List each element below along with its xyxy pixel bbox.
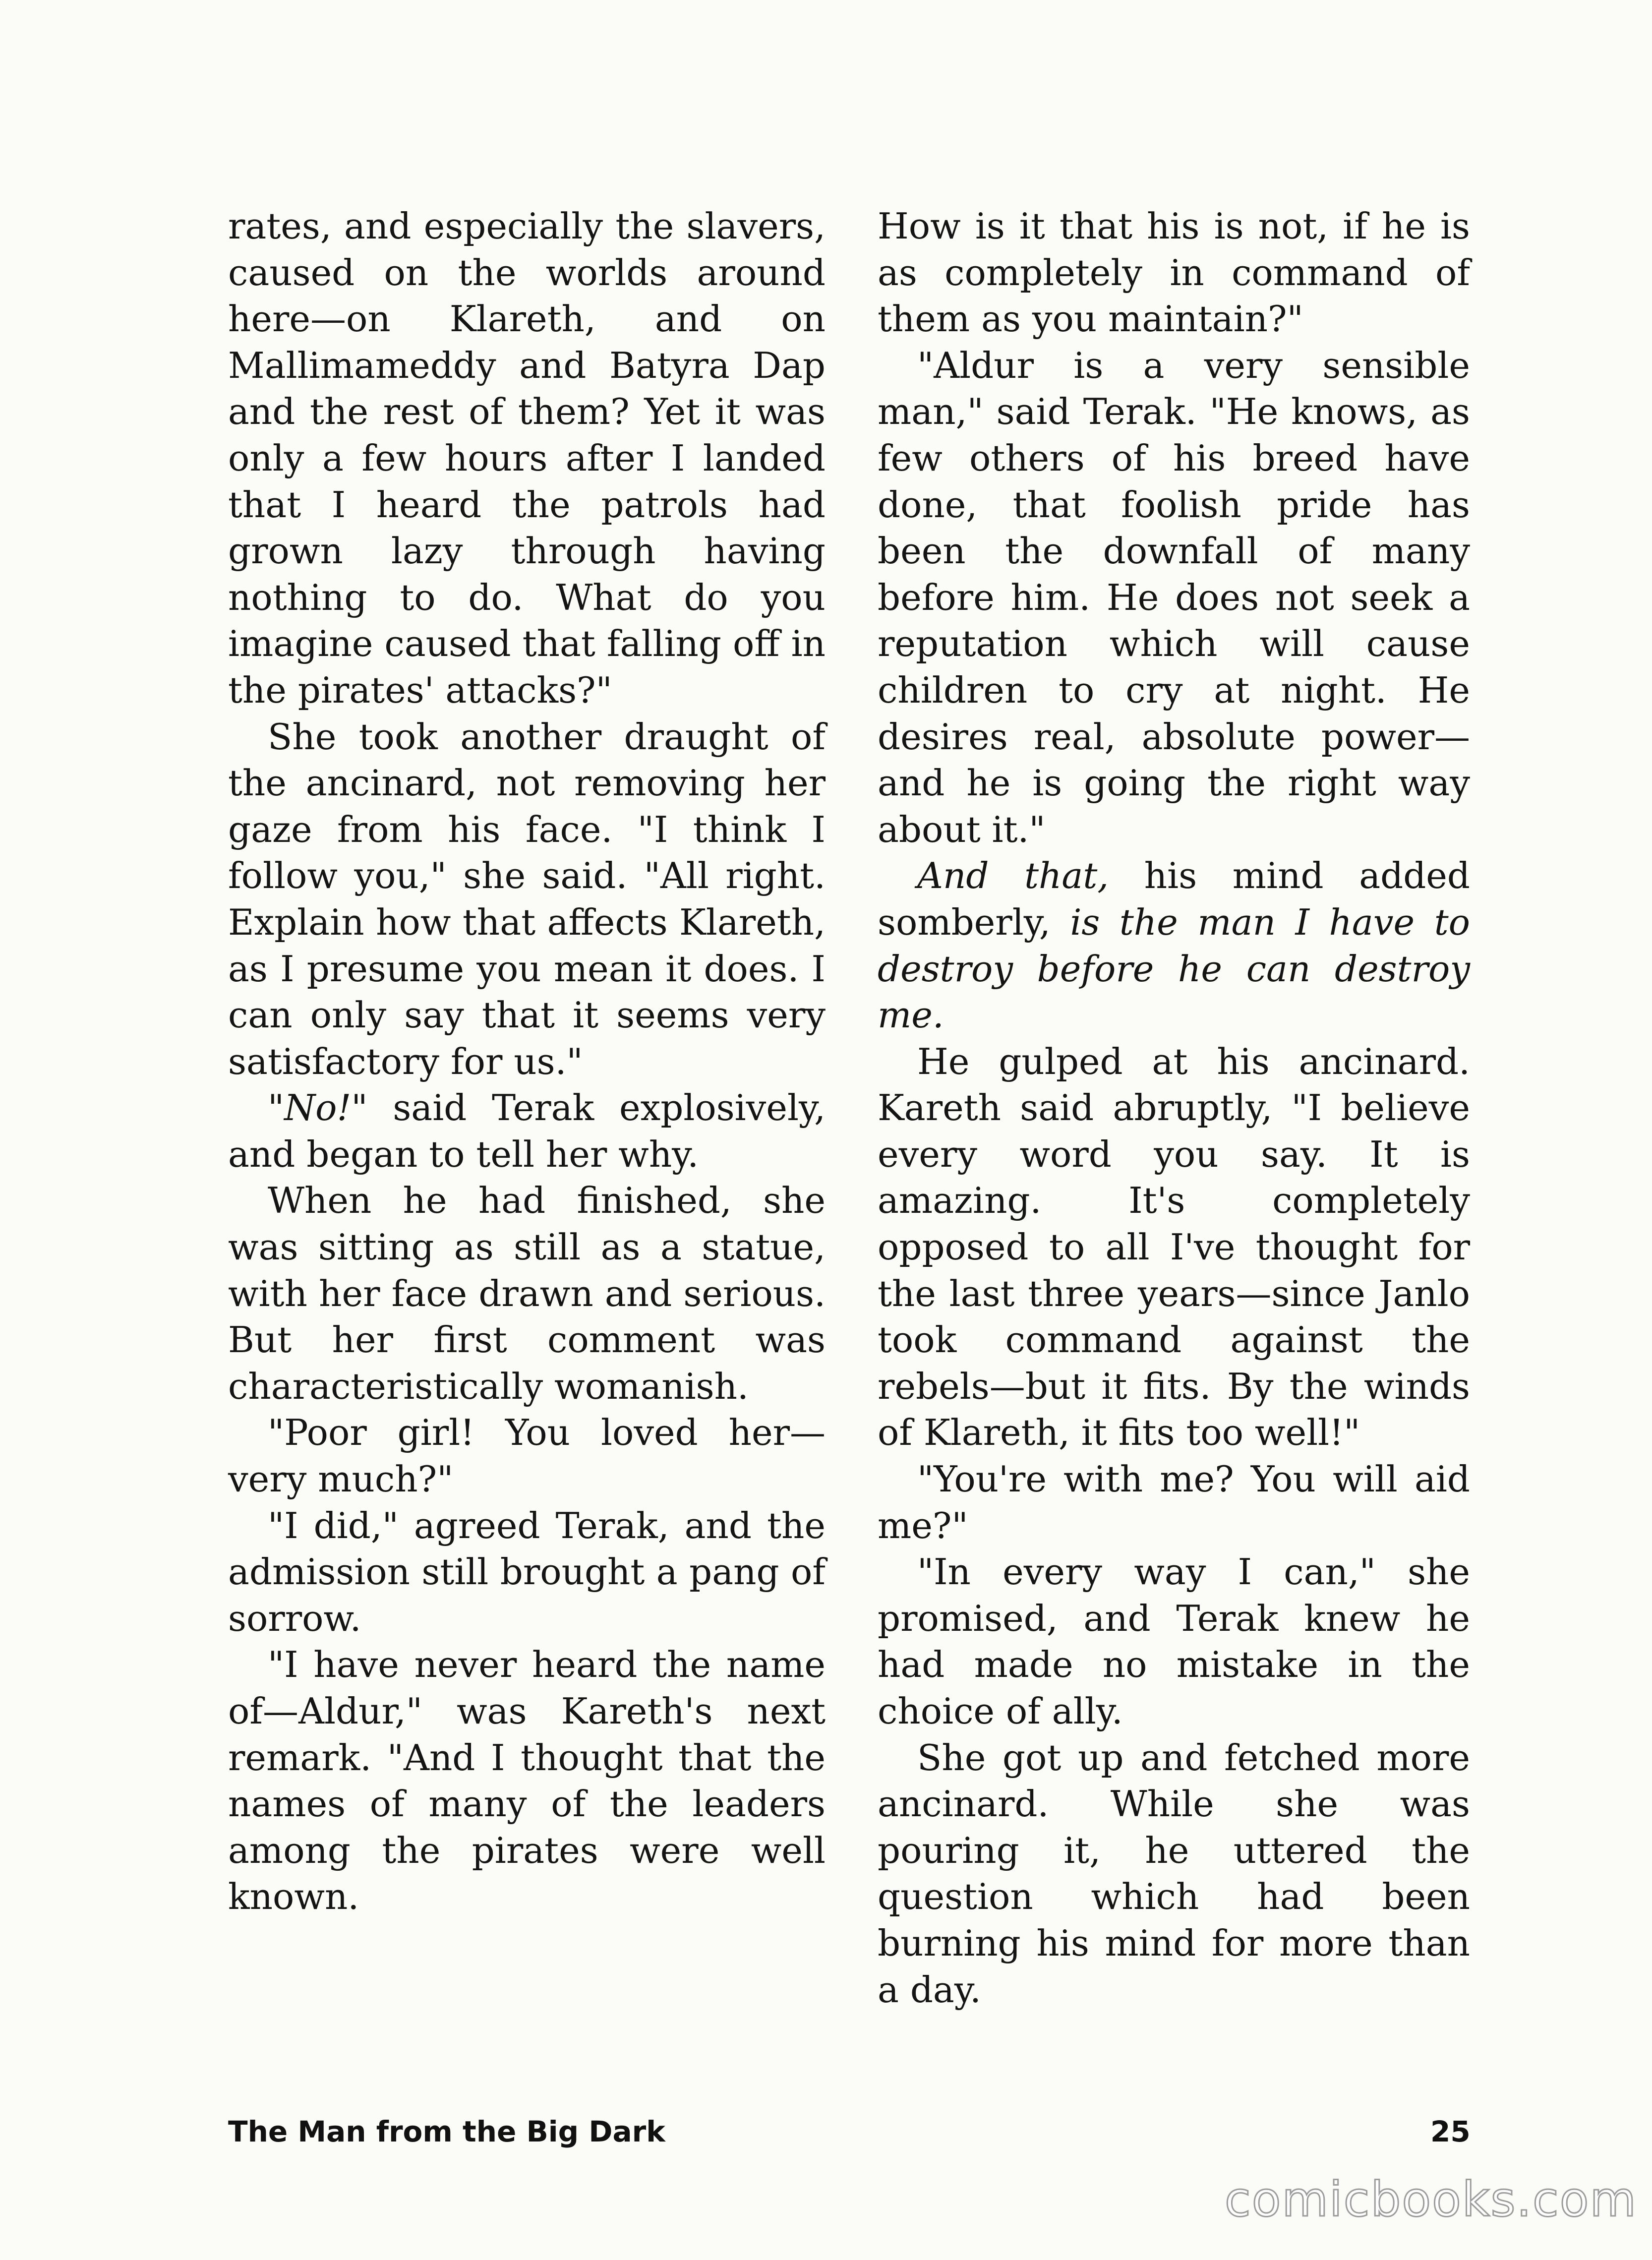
paragraph-text: rates, and especially the slavers, caused on the worlds around here—on Klareth, and on Mallimameddy and Batyra Dap and the rest of them? Yet it was only a few hours after I landed that I heard the patrols had grown lazy through having nothing to do. What do you imagine caused that falling off in the pirates' attacks?" [228,205,826,711]
right-text-column [878,203,1470,2013]
running-footer-title: The Man from the Big Dark [228,2115,665,2148]
paragraph-text: How is it that his is not, if he is as completely in command of them as you maintain?" [878,205,1470,340]
paragraph [878,1735,1470,2014]
paragraph [878,853,1470,1038]
paragraph [878,1456,1470,1549]
paragraph-text: "Poor girl! You loved her—very much?" [228,1412,826,1500]
paragraph-italic-lead: "No!" [268,1087,368,1129]
paragraph-text: When he had finished, she was sitting as still as a statue, with her face drawn and serious. But her first comment was characteristically womanish. [228,1180,826,1407]
paragraph-text: "In every way I can," she promised, and Terak knew he had made no mistake in the choice of ally. [878,1551,1470,1732]
paragraph [228,203,826,714]
paragraph-text: She got up and fetched more ancinard. While she was pouring it, he uttered the question which had been burning his mind for more than a day. [878,1736,1470,2011]
paragraph-text: "I have never heard the name of—Aldur," was Kareth's next remark. "And I thought that the names of many of the leaders among the pirates were well known. [228,1644,826,1918]
paragraph-text: said Terak explosively, and began to tell her why. [228,1087,826,1175]
paragraph-italic-lead: And that, [917,855,1109,897]
paragraph-text: He gulped at his ancinard. Kareth said abruptly, "I believe every word you say. It is amazing. It's completely opposed to all I've thought for the last three years—since Janlo took command against the rebels—but it fits. By the winds of Klareth, it fits too well!" [878,1040,1470,1454]
paragraph [878,1549,1470,1734]
paragraph [228,714,826,1085]
paragraph [228,1503,826,1642]
paragraph [228,1642,826,1920]
paragraph-text: She took another draught of the ancinard, not removing her gaze from his face. "I think I follow you," she said. "All right. Explain how that affects Klareth, as I presume you mean it does. I can only say that it seems very satisfactory for us." [228,715,826,1082]
paragraph-text: his mind added somberly, [878,855,1470,943]
site-watermark: comicbooks.com [1225,2172,1638,2227]
paragraph-italic-tail: is the man I have to destroy before he can destroy me. [878,901,1471,1036]
paragraph [878,203,1470,343]
paragraph-text: "Aldur is a very sensible man," said Terak. "He knows, as few others of his breed have done, that foolish pride has been the downfall of many before him. He does not seek a reputation which will cause children to cry at night. He desires real, absolute power—and he is going the right way about it." [878,344,1470,850]
paragraph [228,1178,826,1410]
left-text-column [228,203,826,1920]
paragraph [878,1039,1470,1456]
paragraph [228,1410,826,1502]
page-number: 25 [1430,2115,1471,2148]
paragraph [228,1085,826,1178]
paragraph [878,343,1470,853]
paragraph-text: "You're with me? You will aid me?" [878,1458,1470,1546]
paragraph-text: "I did," agreed Terak, and the admission still brought a pang of sorrow. [228,1504,826,1639]
